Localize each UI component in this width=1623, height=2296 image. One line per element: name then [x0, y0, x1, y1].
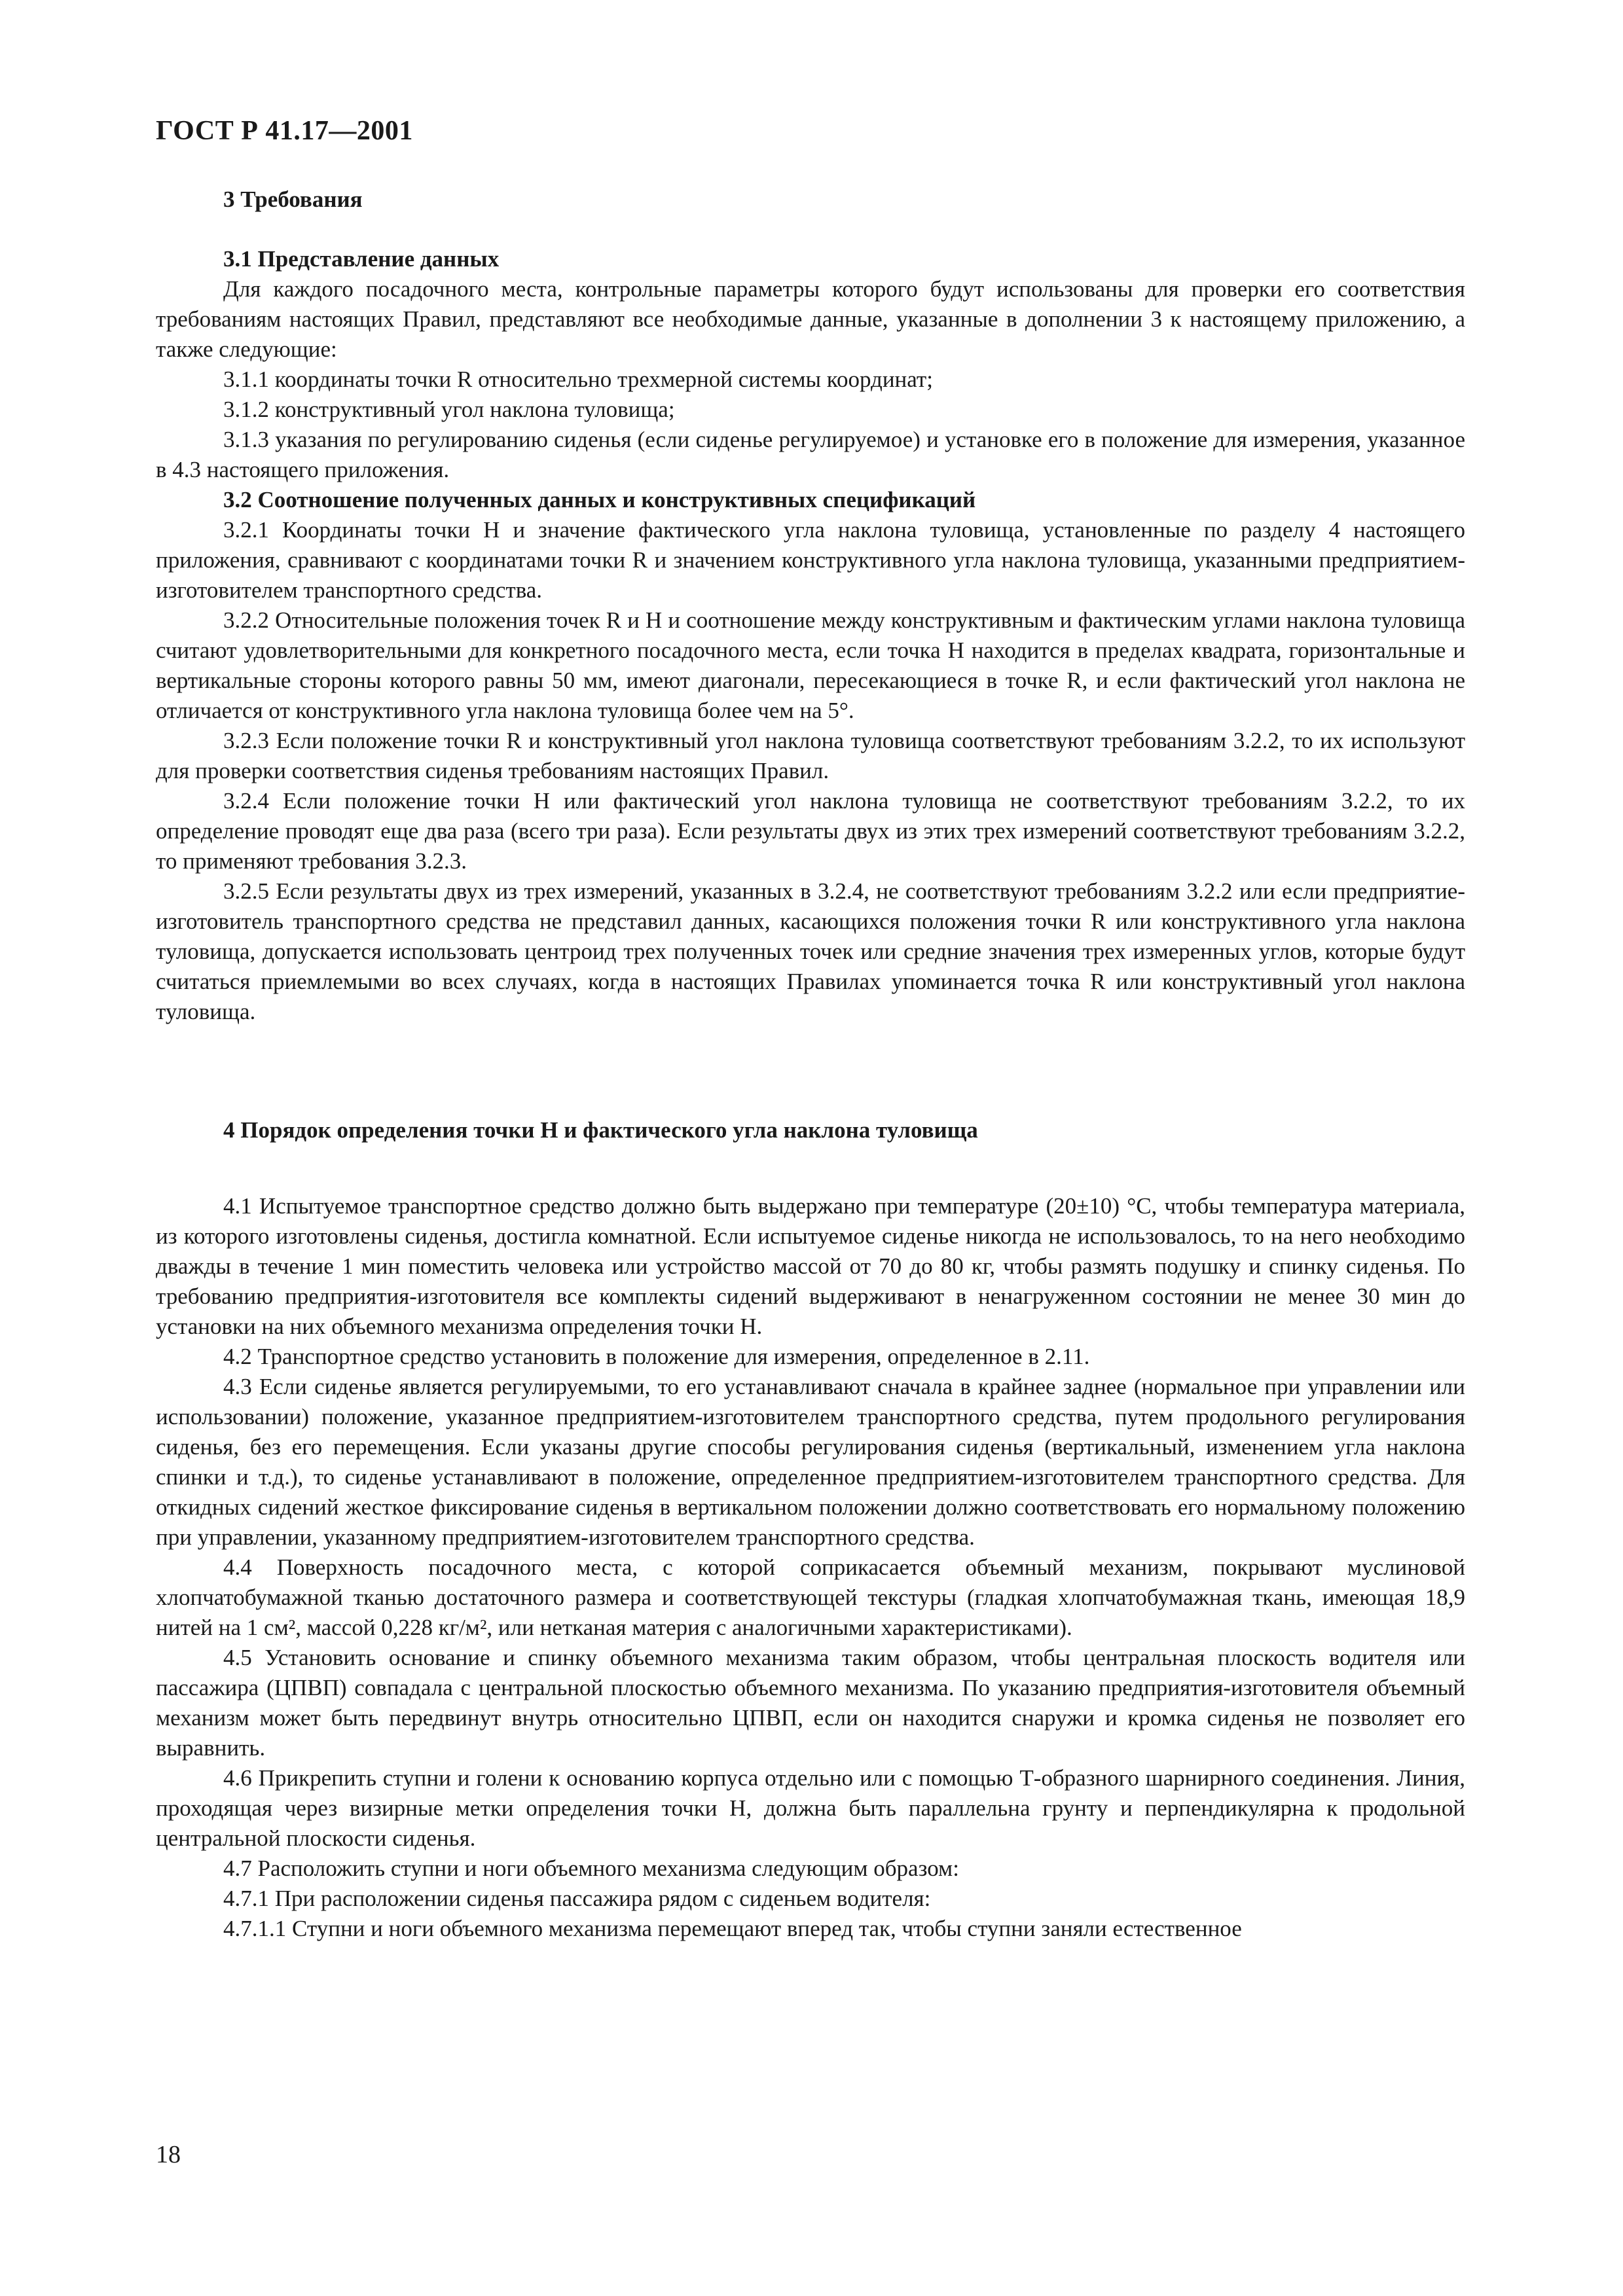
- paragraph-4-7: 4.7 Расположить ступни и ноги объемного механизма следующим образом:: [223, 1856, 959, 1881]
- section-3-heading: 3 Требования: [223, 187, 363, 212]
- paragraph-4-6: 4.6 Прикрепить ступни и голени к основанию корпуса отдельно или с помощью Т-образного шарнирного соединения. Линия, проходящая через визирные метки определения точки H, должна быть параллельна грунту и перпендикулярна к продольной центральной плоскости сиденья.: [156, 1765, 1465, 1851]
- paragraph-4-5: 4.5 Установить основание и спинку объемного механизма таким образом, чтобы центральная плоскость водителя или пассажира (ЦПВП) совпадала с центральной плоскостью объемного механизма. По указанию предприятия-изготовителя объемный механизм может быть передвинут внутрь относительно ЦПВП, если он находится снаружи и кромка сиденья не позволяет его выравнить.: [156, 1645, 1465, 1761]
- paragraph-3-2-1: 3.2.1 Координаты точки H и значение фактического угла наклона туловища, установленные по разделу 4 настоящего приложения, сравнивают с координатами точки R и значением конструктивного угла наклона туловища, указанными предприятием-изготовителем транспортного средства.: [156, 517, 1465, 603]
- paragraph-4-1: 4.1 Испытуемое транспортное средство должно быть выдержано при температуре (20±10) °С, чтобы температура материала, из которого изготовлены сиденья, достигла комнатной. Если испытуемое сиденье никогда не использовалось, то на него необходимо дважды в течение 1 мин поместить человека или устройство массой от 70 до 80 кг, чтобы размять подушку и спинку сиденья. По требованию предприятия-изготовителя все комплекты сидений выдерживают в ненагруженном состоянии не менее 30 мин до установки на них объемного механизма определения точки H.: [156, 1193, 1465, 1339]
- section-3-1-heading: 3.1 Представление данных: [223, 246, 500, 272]
- section-3-2-heading: 3.2 Соотношение полученных данных и конструктивных спецификаций: [223, 487, 976, 512]
- paragraph-3-1-1: 3.1.1 координаты точки R относительно трехмерной системы координат;: [223, 367, 933, 392]
- paragraph-3-2-4: 3.2.4 Если положение точки H или фактический угол наклона туловища не соответствуют требованиям 3.2.2, то их определение проводят еще два раза (всего три раза). Если результаты двух из этих трех измерений соответствуют требованиям 3.2.2, то применяют требования 3.2.3.: [156, 788, 1465, 874]
- page-number: 18: [156, 2141, 181, 2168]
- document-title: ГОСТ Р 41.17—2001: [156, 116, 413, 146]
- paragraph-3-1-3: 3.1.3 указания по регулированию сиденья (если сиденье регулируемое) и установке его в положение для измерения, указанное в 4.3 настоящего приложения.: [156, 427, 1465, 482]
- paragraph-3-2-5: 3.2.5 Если результаты двух из трех измерений, указанных в 3.2.4, не соответствуют требованиям 3.2.2 или если предприятие-изготовитель транспортного средства не представил данных, касающихся положения точки R или конструктивного угла наклона туловища, допускается использовать центроид трех полученных точек или средние значения трех измеренных углов, которые будут считаться приемлемыми во всех случаях, когда в настоящих Правилах упоминается точка R или конструктивный угол наклона туловища.: [156, 878, 1465, 1024]
- paragraph-3-2-3: 3.2.3 Если положение точки R и конструктивный угол наклона туловища соответствуют требованиям 3.2.2, то их используют для проверки соответствия сиденья требованиям настоящих Правил.: [156, 728, 1465, 783]
- paragraph-4-7-1: 4.7.1 При расположении сиденья пассажира рядом с сиденьем водителя:: [223, 1886, 931, 1911]
- paragraph-4-4: 4.4 Поверхность посадочного места, с которой соприкасается объемный механизм, покрывают муслиновой хлопчатобумажной тканью достаточного размера и соответствующей текстуры (гладкая хлопчатобумажная ткань, имеющая 18,9 нитей на 1 см², массой 0,228 кг/м², или нетканая материя с аналогичными характеристиками).: [156, 1554, 1465, 1640]
- paragraph-4-2: 4.2 Транспортное средство установить в положение для измерения, определенное в 2.11.: [223, 1344, 1090, 1369]
- paragraph-3-2-2: 3.2.2 Относительные положения точек R и H и соотношение между конструктивным и фактическим углами наклона туловища считают удовлетворительными для конкретного посадочного места, если точка H находится в пределах квадрата, горизонтальные и вертикальные стороны которого равны 50 мм, имеют диагонали, пересекающиеся в точке R, и если фактический угол наклона не отличается от конструктивного угла наклона туловища более чем на 5°.: [156, 607, 1465, 723]
- document-body: [156, 185, 1465, 1944]
- paragraph-3-1-2: 3.1.2 конструктивный угол наклона туловища;: [223, 397, 675, 422]
- section-4-heading: 4 Порядок определения точки H и фактического угла наклона туловища: [223, 1117, 978, 1143]
- paragraph-3-1-intro: Для каждого посадочного места, контрольные параметры которого будут использованы для проверки его соответствия требованиям настоящих Правил, представляют все необходимые данные, указанные в дополнении 3 к настоящему приложению, а также следующие:: [156, 276, 1465, 362]
- paragraph-4-3: 4.3 Если сиденье является регулируемыми, то его устанавливают сначала в крайнее заднее (нормальное при управлении или использовании) положение, указанное предприятием-изготовителем транспортного средства, путем продольного регулирования сиденья, без его перемещения. Если указаны другие способы регулирования сиденья (вертикальный, изменением угла наклона спинки и т.д.), то сиденье устанавливают в положение, определенное предприятием-изготовителем транспортного средства. Для откидных сидений жесткое фиксирование сиденья в вертикальном положении должно соответствовать его нормальному положению при управлении, указанному предприятием-изготовителем транспортного средства.: [156, 1374, 1465, 1550]
- paragraph-4-7-1-1: 4.7.1.1 Ступни и ноги объемного механизма перемещают вперед так, чтобы ступни заняли естественное: [223, 1916, 1242, 1941]
